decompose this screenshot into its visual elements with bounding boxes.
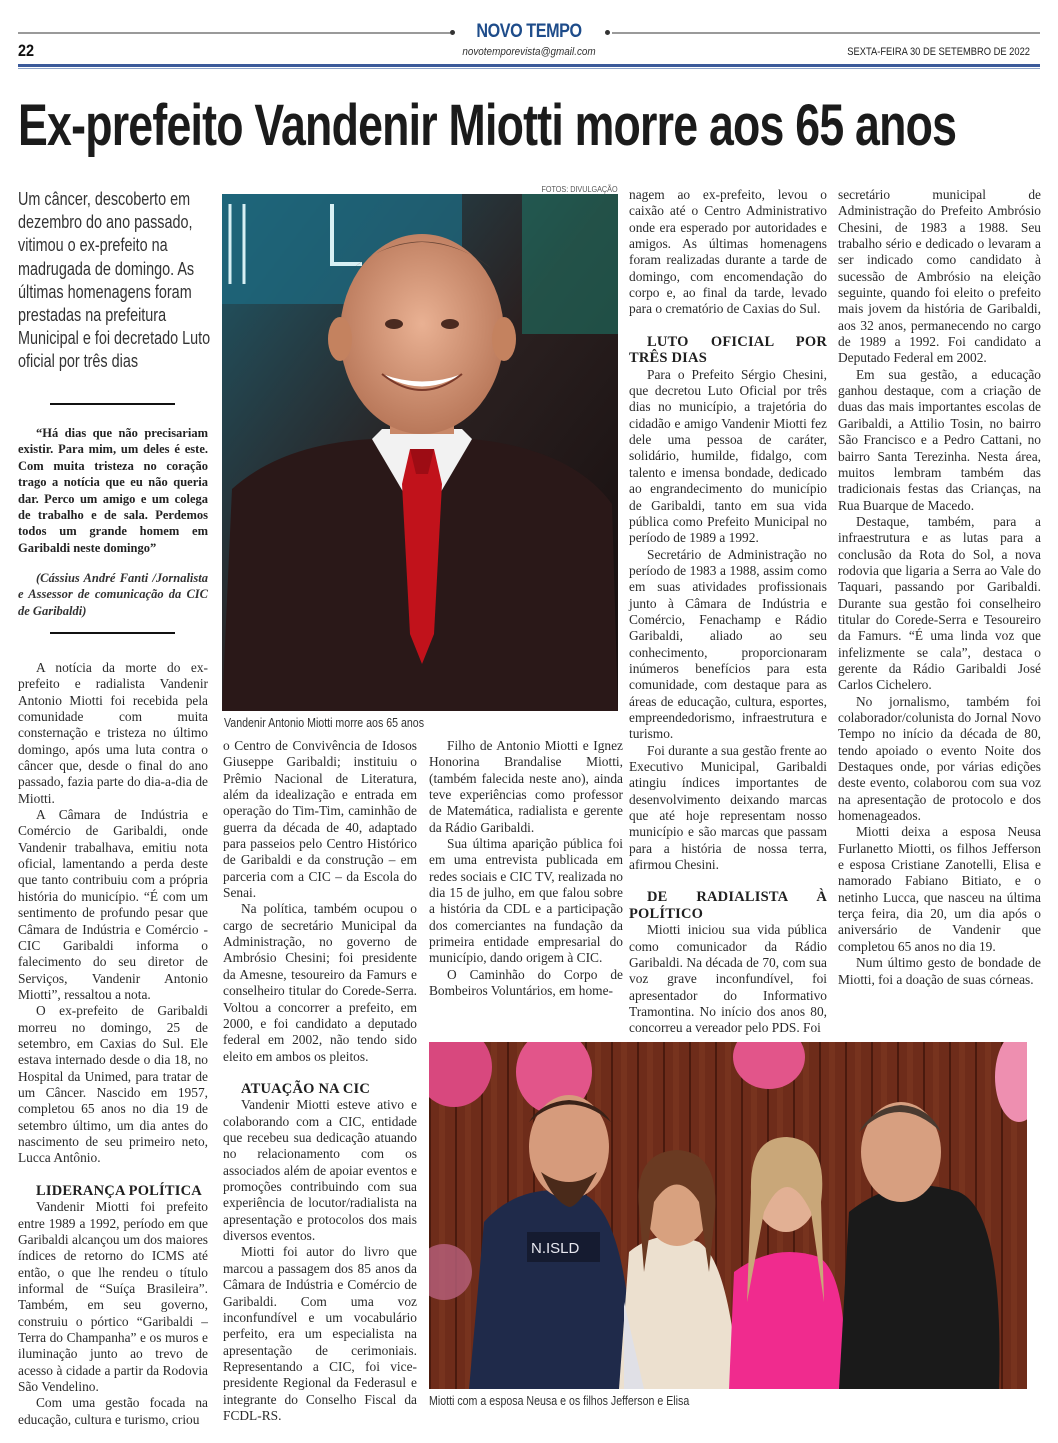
- article-paragraph: Em sua gestão, a educação ganhou destaque, com a criação de duas das mais importantes escolas de Garibaldi, a Attilio Tosin, no bairro São Francisco e a Pedro Cattani, no bairro Santa Terezinha. Nesta área, muitos lembram também das tradicionais festas das Crianças, na Rua Buarque de Macedo.: [838, 366, 1041, 513]
- article-paragraph: Na política, também ocupou o cargo de secretário Municipal da Administração, no governo de Ambrósio Chesini; foi presidente da Amesne, tesoureiro da Famurs e conselheiro titular do Corede-Serra. Voltou a concorrer a prefeito, em 2000, e foi candidato a deputado federal em 2002, não tendo sido eleito em ambos os pleitos.: [223, 901, 417, 1064]
- quote-rule-top: [50, 403, 175, 405]
- article-paragraph: O Caminhão do Corpo de Bombeiros Voluntários, em home-: [429, 966, 623, 999]
- article-column-2: [223, 738, 417, 1424]
- section-heading: ATUAÇÃO NA CIC: [241, 1080, 371, 1097]
- article-paragraph: Miotti foi autor do livro que marcou a passagem dos 85 anos da Câmara de Indústria e Comércio de Garibaldi. Com uma voz inconfundível e um vocabulário perfeito, era um especialista na apresentação de cerimoniais. Representando a CIC, foi vice-presidente Regional da Federasul e integrante do Conselho Fiscal da FCDL-RS.: [223, 1244, 417, 1423]
- shirt-text: N.ISLD: [531, 1240, 580, 1257]
- article-paragraph: Filho de Antonio Miotti e Ignez Honorina Brandalise Miotti, (também falecida neste ano), ainda teve experiências como professor de Matemática, radialista e gerente da Rádio Garibaldi.: [429, 738, 623, 835]
- article-paragraph: Sua última aparição pública foi em uma entrevista publicada em redes sociais e CIC TV, realizada no dia 15 de julho, em que falou sobre a história da CDL e a participação dos comerciantes na fundação da primeira entidade empresarial do município, dando origem à CIC.: [429, 836, 623, 966]
- article-paragraph: secretário municipal de Administração do Prefeito Ambrósio Chesini, de 1983 a 1988. Seu trabalho sério e dedicado o levaram a ser indicado como candidato à sucessão de Ambrósio na eleição seguinte, quando foi eleito o prefeito mais jovem da história de Garibaldi, aos 32 anos, permanecendo no cargo de 1989 a 1992. Foi candidato a Deputado Federal em 2002.: [838, 187, 1041, 366]
- article-paragraph: No jornalismo, também foi colaborador/colunista do Jornal Novo Tempo no início da década de 80, tendo apoiado o evento Noite dos Destaques onde, por várias edições deste evento, colaborou com sua voz na apresentação de protocolo e dos homenageados.: [838, 693, 1041, 824]
- header-divider: [18, 64, 1040, 67]
- family-photo-caption: Miotti com a esposa Neusa e os filhos Jefferson e Elisa: [429, 1394, 690, 1408]
- article-paragraph: Secretário de Administração no período de 1983 a 1988, assim como em suas atividades profissionais junto à Câmara de Indústria e Comércio, Fenachamp e Rádio Garibaldi, aliado ao seu conhecimento, proporcionaram inúmeros benefícios para esta comunidade, com destaque para as áreas de educação, cultura, esportes, empreendedorismo, infraestrutura e turismo.: [629, 546, 827, 742]
- article-paragraph: A Câmara de Indústria e Comércio de Garibaldi, onde Vandenir trabalhava, emitiu nota oficial, lamentando a perda deste que tanto contribuiu com a própria história do município. “É com um sentimento de profundo pesar que Câmara de Indústria e Comércio - CIC Garibaldi informa o falecimento do seu diretor de Serviços, Vandenir Antonio Miotti”, ressaltou a nota.: [18, 807, 208, 1002]
- section-spacer: [629, 873, 827, 889]
- header-divider-thin: [18, 68, 1040, 69]
- family-illustration: [429, 1042, 1027, 1389]
- article-paragraph: Para o Prefeito Sérgio Chesini, que decretou Luto Oficial por três dias no município, a trajetória do cidadão e amigo Vandenir Miotti fez dele uma pessoa de caráter, solidário, humilde, fidalgo, com talento e imensa bondade, dedicado ao engrandecimento do município de Garibaldi, tanto em sua vida pública como Prefeito Municipal no período de 1989 a 1992.: [629, 366, 827, 546]
- page-number: 22: [18, 41, 35, 60]
- quote-rule-bottom: [50, 632, 175, 634]
- article-paragraph: Vandenir Miotti esteve ativo e colaborando com a CIC, entidade que recebeu sua dedicação atuando no relacionamento com os associados além de apoiar eventos e promoções contribuindo com sua experiência de locutor/radialista na apresentação e protocolos dos mais diversos eventos.: [223, 1097, 417, 1244]
- article-deck: Um câncer, descoberto em dezembro do ano passado, vitimou o ex-prefeito na madrugada de domingo. As últimas homenagens foram prestadas na prefeitura Municipal e foi decretado Luto oficial por três dias: [18, 189, 211, 372]
- article-column-3: [429, 738, 623, 1000]
- article-paragraph: Num último gesto de bondade de Miotti, foi a doação de suas córneas.: [838, 955, 1041, 987]
- article-paragraph: Miotti iniciou sua vida pública como comunicador da Rádio Garibaldi. Na década de 70, com sua voz grave inconfundível, foi apresentador do Informativo Tramontina. No início dos anos 80, concorreu a vereador pelo PDS. Foi: [629, 922, 827, 1036]
- article-headline: Ex-prefeito Vandenir Miotti morre aos 65 anos: [18, 93, 957, 158]
- pull-quote: “Há dias que não precisariam existir. Para mim, um deles é este. Com muita tristeza no coração trago a notícia que eu não queria dar. Perco um amigo e um colega de trabalho e de sala. Perdemos todos um grande homem em Garibaldi neste domingo”: [18, 426, 208, 555]
- article-paragraph: nagem ao ex-prefeito, levou o caixão até o Centro Administrativo onde era esperado por autoridades e amigos. As últimas homenagens foram realizadas durante a tarde de domingo, com encomendação do corpo e, ao final da tarde, levado para o crematório de Caxias do Sul.: [629, 187, 827, 317]
- article-paragraph: O ex-prefeito de Garibaldi morreu no domingo, 25 de setembro, em Caxias do Sul. Ele estava internado desde o dia 18, no Hospital da Unimed, para tratar de um Câncer. Nascido em 1957, completou 65 anos no dia 19 de setembro último, um dia antes do nascimento de seu primeiro neto, Lucca Antônio.: [18, 1003, 208, 1166]
- article-paragraph: Miotti deixa a esposa Neusa Furlanetto Miotti, os filhos Jefferson e esposa Cristiane Zanotelli, Elisa e namorado Fabiano Bitiato, e o netinho Lucca, que nasceu na última terça feira, dia 20, um dia após o aniversário de Vandenir que completou 65 anos no dia 19.: [838, 824, 1041, 954]
- article-paragraph: A notícia da morte do ex-prefeito e radialista Vandenir Antonio Miotti foi recebida pela comunidade com muita consternação e tristeza no último domingo, após uma luta contra o câncer que, desde o final do ano passado, fazia parte do dia-a-dia de Miotti.: [18, 660, 208, 806]
- portrait-illustration: [222, 194, 618, 711]
- section-spacer: [18, 1167, 208, 1183]
- portrait-photo: [222, 194, 618, 711]
- section-spacer: [223, 1065, 417, 1081]
- article-paragraph: Vandenir Miotti foi prefeito entre 1989 a 1992, período em que Garibaldi alcançou um dos maiores índices de retorno do ICMS até então, o que lhe rendeu o título informal de “Suíça Brasileira”. Também, em seu governo, construiu o pórtico “Garibaldi – Terra do Champanha” e os muros e iluminação junto ao trevo de acesso à cidade a partir da Rodovia São Vendelino.: [18, 1199, 208, 1394]
- section-heading: DE RADIALISTA À POLÍTICO: [629, 889, 827, 922]
- article-paragraph: Com uma gestão focada na educação, cultura e turismo, criou: [18, 1395, 208, 1427]
- article-paragraph: Destaque, também, para a infraestrutura e as lutas para a conclusão da Rota do Sol, a nova rodovia que ligaria a Serra ao Vale do Taquari, passando por Garibaldi. Durante sua gestão foi conselheiro titular do Corede-Serra e Tesoureiro da Famurs. “É uma linda voz que infelizmente se cala”, destaca o gerente da Rádio Garibaldi José Carlos Cichelero.: [838, 513, 1041, 693]
- photo-credit: FOTOS: DIVULGAÇÃO: [541, 184, 618, 194]
- header-rule-right: [612, 32, 1040, 34]
- article-column-4: [629, 187, 827, 1037]
- section-heading: LIDERANÇA POLÍTICA: [36, 1182, 202, 1199]
- article-paragraph: Foi durante a sua gestão frente ao Executivo Municipal, Garibaldi atingiu índices importantes de desenvolvimento deixando marcas que até hoje representam nosso município e são marcas que passam para a história de nossa terra, afirmou Chesini.: [629, 742, 827, 873]
- masthead: NOVO TEMPO: [476, 21, 582, 42]
- article-paragraph: o Centro de Convivência de Idosos Giuseppe Garibaldi; instituiu o Prêmio Nacional de Literatura, além da idealização e entrada em operação do Tim-Tim, caminhão de guerra da década de 40, adaptado para passeios pelo Centro Histórico de Garibaldi e da construção – em parceria com a CIC – da Escola do Senai.: [223, 738, 417, 901]
- section-heading: LUTO OFICIAL POR TRÊS DIAS: [629, 333, 827, 367]
- pull-quote-attribution: (Cássius André Fanti /Jornalista e Assessor de comunicação da CIC de Garibaldi): [18, 571, 208, 618]
- article-column-1: [18, 660, 208, 1428]
- issue-date: SEXTA-FEIRA 30 DE SETEMBRO DE 2022: [847, 46, 1030, 58]
- portrait-caption: Vandenir Antonio Miotti morre aos 65 anos: [224, 716, 425, 730]
- contact-email: novotemporevista@gmail.com: [462, 46, 596, 58]
- header-dot-right: [605, 30, 610, 35]
- article-column-5: [838, 187, 1041, 988]
- section-spacer: [629, 318, 827, 334]
- family-photo: [429, 1042, 1027, 1389]
